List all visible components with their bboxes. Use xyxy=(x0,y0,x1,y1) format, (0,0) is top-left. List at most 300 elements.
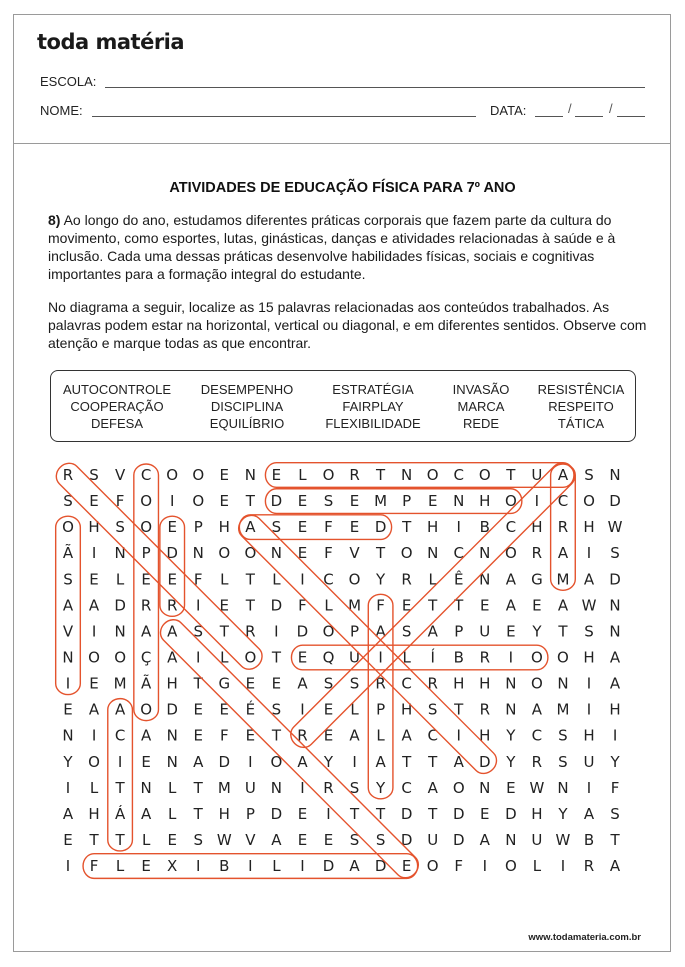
grid-letter[interactable]: C xyxy=(427,726,438,745)
grid-letter[interactable]: E xyxy=(297,492,308,511)
grid-letter[interactable]: F xyxy=(324,544,333,563)
grid-letter[interactable]: O xyxy=(530,674,543,693)
grid-letter[interactable]: H xyxy=(583,518,595,537)
grid-letter[interactable]: C xyxy=(323,570,334,589)
grid-letter[interactable]: I xyxy=(196,857,201,876)
grid-letter[interactable]: E xyxy=(63,700,73,719)
grid-letter[interactable]: A xyxy=(141,804,152,823)
grid-letter[interactable]: T xyxy=(558,622,568,641)
grid-letter[interactable]: E xyxy=(89,492,99,511)
grid-letter[interactable]: Ê xyxy=(454,570,464,589)
grid-letter[interactable]: Y xyxy=(323,752,334,771)
grid-letter[interactable]: W xyxy=(529,778,545,797)
grid-letter[interactable]: I xyxy=(586,544,592,563)
grid-letter[interactable]: E xyxy=(89,674,99,693)
grid-letter[interactable]: I xyxy=(274,622,279,641)
grid-letter[interactable]: N xyxy=(557,674,569,693)
grid-letter[interactable]: T xyxy=(349,804,360,823)
grid-letter[interactable]: U xyxy=(531,466,543,484)
grid-letter[interactable]: A xyxy=(297,674,308,693)
grid-letter[interactable]: N xyxy=(609,622,621,641)
grid-letter[interactable]: I xyxy=(326,804,331,823)
grid-letter[interactable]: S xyxy=(271,700,282,719)
grid-letter[interactable]: H xyxy=(166,674,178,693)
grid-letter[interactable]: D xyxy=(322,857,335,876)
grid-letter[interactable]: E xyxy=(480,804,490,823)
grid-letter[interactable]: S xyxy=(323,492,334,511)
grid-letter[interactable]: L xyxy=(298,466,307,484)
grid-letter[interactable]: A xyxy=(401,726,412,745)
grid-letter[interactable]: E xyxy=(480,596,490,615)
grid-letter[interactable]: E xyxy=(141,570,151,589)
grid-letter[interactable]: R xyxy=(479,648,491,667)
grid-letter[interactable]: D xyxy=(270,596,283,615)
grid-letter[interactable]: W xyxy=(607,518,623,537)
grid-letter[interactable]: B xyxy=(453,648,464,667)
grid-letter[interactable]: H xyxy=(479,674,491,693)
grid-letter[interactable]: N xyxy=(166,726,178,745)
grid-letter[interactable]: B xyxy=(479,518,490,537)
grid-letter[interactable]: E xyxy=(219,596,230,615)
grid-letter[interactable]: W xyxy=(555,830,571,849)
grid-letter[interactable]: E xyxy=(141,857,151,876)
grid-letter[interactable]: T xyxy=(245,492,255,511)
grid-letter[interactable]: E xyxy=(219,492,230,511)
grid-letter[interactable]: R xyxy=(427,674,438,693)
grid-letter[interactable]: S xyxy=(89,466,99,484)
grid-letter[interactable]: T xyxy=(193,778,203,797)
grid-letter[interactable]: O xyxy=(530,648,543,667)
grid-letter[interactable]: D xyxy=(270,492,283,511)
grid-letter[interactable]: A xyxy=(141,622,152,641)
grid-letter[interactable]: O xyxy=(140,492,153,511)
grid-letter[interactable]: P xyxy=(245,804,255,823)
grid-letter[interactable]: I xyxy=(456,726,461,745)
grid-letter[interactable]: N xyxy=(453,492,465,511)
grid-letter[interactable]: U xyxy=(531,830,543,849)
grid-letter[interactable]: A xyxy=(453,752,464,771)
grid-letter[interactable]: Y xyxy=(558,804,568,823)
grid-letter[interactable]: T xyxy=(271,648,281,667)
grid-letter[interactable]: M xyxy=(374,492,388,511)
grid-letter[interactable]: D xyxy=(296,622,309,641)
grid-letter[interactable]: C xyxy=(531,726,543,745)
grid-letter[interactable]: N xyxy=(505,674,517,693)
grid-letter[interactable]: N xyxy=(140,778,152,797)
grid-letter[interactable]: N xyxy=(557,778,569,797)
grid-letter[interactable]: I xyxy=(91,544,97,563)
grid-letter[interactable]: T xyxy=(219,622,229,641)
grid-letter[interactable]: T xyxy=(428,752,438,771)
grid-letter[interactable]: T xyxy=(115,778,125,797)
grid-letter[interactable]: O xyxy=(400,544,413,563)
grid-letter[interactable]: R xyxy=(531,544,543,563)
grid-letter[interactable]: Á xyxy=(114,804,126,823)
grid-letter[interactable]: S xyxy=(584,622,594,641)
grid-letter[interactable]: A xyxy=(557,466,569,484)
grid-letter[interactable]: A xyxy=(297,752,308,771)
grid-letter[interactable]: C xyxy=(453,544,464,563)
grid-letter[interactable]: H xyxy=(583,726,595,745)
grid-letter[interactable]: T xyxy=(245,570,255,589)
grid-letter[interactable]: F xyxy=(324,518,333,537)
grid-letter[interactable]: P xyxy=(454,622,464,641)
grid-letter[interactable]: A xyxy=(62,596,74,615)
grid-letter[interactable]: E xyxy=(167,518,177,537)
grid-letter[interactable]: U xyxy=(349,648,361,667)
grid-letter[interactable]: C xyxy=(557,492,569,511)
grid-letter[interactable]: O xyxy=(478,466,491,484)
grid-letter[interactable]: F xyxy=(193,570,203,589)
grid-letter[interactable]: I xyxy=(534,492,540,511)
grid-letter[interactable]: N xyxy=(505,700,517,719)
grid-letter[interactable]: A xyxy=(349,726,360,745)
grid-letter[interactable]: L xyxy=(324,596,333,615)
grid-letter[interactable]: D xyxy=(166,700,178,719)
grid-letter[interactable]: O xyxy=(192,492,205,511)
grid-letter[interactable]: P xyxy=(350,622,360,641)
grid-letter[interactable]: V xyxy=(349,544,360,563)
grid-letter[interactable]: E xyxy=(219,700,230,719)
grid-letter[interactable]: F xyxy=(219,726,229,745)
grid-letter[interactable]: O xyxy=(88,752,100,771)
grid-letter[interactable]: E xyxy=(297,544,308,563)
grid-letter[interactable]: H xyxy=(479,492,491,511)
grid-letter[interactable]: A xyxy=(427,622,438,641)
grid-letter[interactable]: E xyxy=(271,674,282,693)
grid-letter[interactable]: V xyxy=(114,466,126,484)
grid-letter[interactable]: A xyxy=(479,830,490,849)
grid-letter[interactable]: I xyxy=(300,778,305,797)
grid-letter[interactable]: E xyxy=(167,830,177,849)
grid-letter[interactable]: I xyxy=(248,857,253,876)
grid-letter[interactable]: A xyxy=(375,622,386,641)
grid-letter[interactable]: I xyxy=(117,752,123,771)
grid-letter[interactable]: S xyxy=(584,466,594,484)
grid-letter[interactable]: T xyxy=(402,752,412,771)
grid-letter[interactable]: E xyxy=(297,804,308,823)
grid-letter[interactable]: S xyxy=(349,674,360,693)
grid-letter[interactable]: V xyxy=(62,622,74,641)
grid-letter[interactable]: C xyxy=(401,778,412,797)
grid-letter[interactable]: I xyxy=(300,857,305,876)
grid-letter[interactable]: H xyxy=(531,518,543,537)
grid-letter[interactable]: I xyxy=(482,857,488,876)
grid-letter[interactable]: A xyxy=(193,752,204,771)
grid-letter[interactable]: L xyxy=(220,570,229,589)
grid-letter[interactable]: Y xyxy=(610,752,620,771)
grid-letter[interactable]: L xyxy=(168,804,177,823)
grid-letter[interactable]: A xyxy=(505,596,516,615)
grid-letter[interactable]: N xyxy=(62,726,74,745)
grid-letter[interactable]: S xyxy=(427,700,438,719)
grid-letter[interactable]: T xyxy=(245,596,255,615)
grid-letter[interactable]: O xyxy=(114,648,127,667)
grid-letter[interactable]: Y xyxy=(532,622,542,641)
grid-letter[interactable]: E xyxy=(245,726,256,745)
grid-letter[interactable]: N xyxy=(244,466,256,484)
grid-letter[interactable]: O xyxy=(504,857,517,876)
grid-letter[interactable]: A xyxy=(609,648,621,667)
grid-letter[interactable]: F xyxy=(298,596,307,615)
grid-letter[interactable]: O xyxy=(322,622,335,641)
footer-website[interactable]: www.todamateria.com.br xyxy=(528,932,641,943)
grid-letter[interactable]: N xyxy=(62,648,74,667)
grid-letter[interactable]: N xyxy=(166,752,178,771)
grid-letter[interactable]: O xyxy=(270,752,283,771)
grid-letter[interactable]: T xyxy=(454,596,464,615)
grid-letter[interactable]: Q xyxy=(322,648,335,667)
grid-letter[interactable]: N xyxy=(479,778,491,797)
grid-letter[interactable]: L xyxy=(220,648,229,667)
grid-letter[interactable]: D xyxy=(505,804,517,823)
grid-letter[interactable]: T xyxy=(428,596,438,615)
grid-letter[interactable]: N xyxy=(609,466,621,484)
grid-letter[interactable]: E xyxy=(323,726,334,745)
grid-letter[interactable]: O xyxy=(88,648,100,667)
grid-letter[interactable]: A xyxy=(427,778,438,797)
grid-letter[interactable]: N xyxy=(479,544,491,563)
grid-letter[interactable]: N xyxy=(505,830,517,849)
grid-letter[interactable]: A xyxy=(245,518,256,537)
grid-letter[interactable]: E xyxy=(349,518,360,537)
grid-letter[interactable]: I xyxy=(300,570,305,589)
grid-letter[interactable]: D xyxy=(400,804,413,823)
grid-letter[interactable]: Y xyxy=(63,752,73,771)
grid-letter[interactable]: A xyxy=(609,674,621,693)
grid-letter[interactable]: G xyxy=(218,674,231,693)
grid-letter[interactable]: Ã xyxy=(62,544,74,563)
grid-letter[interactable]: H xyxy=(609,700,621,719)
grid-letter[interactable]: É xyxy=(245,700,256,719)
grid-letter[interactable]: E xyxy=(63,830,73,849)
grid-letter[interactable]: L xyxy=(168,778,177,797)
grid-letter[interactable]: U xyxy=(427,830,439,849)
grid-letter[interactable]: L xyxy=(89,778,99,797)
grid-letter[interactable]: T xyxy=(193,804,203,823)
grid-letter[interactable]: S xyxy=(63,570,73,589)
grid-letter[interactable]: D xyxy=(609,492,621,511)
grid-letter[interactable]: B xyxy=(219,857,230,876)
grid-letter[interactable]: D xyxy=(452,830,465,849)
grid-letter[interactable]: I xyxy=(612,726,618,745)
grid-letter[interactable]: M xyxy=(113,674,127,693)
grid-letter[interactable]: T xyxy=(271,726,281,745)
grid-letter[interactable]: A xyxy=(62,804,74,823)
grid-letter[interactable]: A xyxy=(375,752,386,771)
grid-letter[interactable]: T xyxy=(454,700,464,719)
grid-letter[interactable]: L xyxy=(141,830,151,849)
grid-letter[interactable]: T xyxy=(506,466,516,484)
grid-letter[interactable]: I xyxy=(586,674,592,693)
grid-letter[interactable]: S xyxy=(349,778,360,797)
grid-letter[interactable]: A xyxy=(167,622,178,641)
grid-letter[interactable]: H xyxy=(218,518,230,537)
grid-letter[interactable]: A xyxy=(271,830,282,849)
grid-letter[interactable]: E xyxy=(506,778,516,797)
grid-letter[interactable]: S xyxy=(610,804,620,823)
grid-letter[interactable]: Ç xyxy=(140,648,152,667)
grid-letter[interactable]: I xyxy=(65,674,71,693)
grid-letter[interactable]: E xyxy=(297,830,308,849)
grid-letter[interactable]: D xyxy=(400,830,413,849)
grid-letter[interactable]: E xyxy=(532,596,542,615)
grid-letter[interactable]: E xyxy=(297,518,308,537)
grid-letter[interactable]: R xyxy=(531,752,543,771)
grid-letter[interactable]: R xyxy=(349,466,360,484)
grid-letter[interactable]: N xyxy=(114,544,126,563)
grid-letter[interactable]: T xyxy=(115,830,125,849)
grid-letter[interactable]: H xyxy=(453,674,465,693)
grid-letter[interactable]: S xyxy=(610,544,620,563)
grid-letter[interactable]: S xyxy=(193,830,204,849)
grid-letter[interactable]: S xyxy=(193,622,204,641)
grid-letter[interactable]: G xyxy=(531,570,543,589)
grid-letter[interactable]: N xyxy=(192,544,204,563)
grid-letter[interactable]: I xyxy=(169,492,175,511)
grid-letter[interactable]: P xyxy=(193,518,203,537)
grid-letter[interactable]: F xyxy=(610,778,620,797)
grid-letter[interactable]: D xyxy=(374,518,387,537)
grid-letter[interactable]: C xyxy=(140,466,152,484)
grid-letter[interactable]: L xyxy=(350,700,359,719)
grid-letter[interactable]: R xyxy=(401,570,412,589)
grid-letter[interactable]: A xyxy=(114,700,126,719)
grid-letter[interactable]: B xyxy=(583,830,595,849)
grid-letter[interactable]: O xyxy=(244,648,257,667)
grid-letter[interactable]: Ã xyxy=(141,674,152,693)
grid-letter[interactable]: O xyxy=(452,778,465,797)
grid-letter[interactable]: L xyxy=(115,570,125,589)
grid-letter[interactable]: Y xyxy=(376,570,386,589)
grid-letter[interactable]: H xyxy=(531,804,543,823)
grid-letter[interactable]: O xyxy=(62,518,74,537)
grid-letter[interactable]: E xyxy=(193,700,203,719)
grid-letter[interactable]: X xyxy=(167,857,178,876)
grid-letter[interactable]: W xyxy=(216,830,232,849)
grid-letter[interactable]: S xyxy=(63,492,73,511)
grid-letter[interactable]: E xyxy=(167,570,177,589)
grid-letter[interactable]: A xyxy=(557,544,569,563)
grid-letter[interactable]: S xyxy=(558,726,568,745)
grid-letter[interactable]: N xyxy=(609,596,621,615)
grid-letter[interactable]: I xyxy=(196,596,201,615)
grid-letter[interactable]: C xyxy=(505,518,517,537)
grid-letter[interactable]: A xyxy=(557,596,569,615)
grid-letter[interactable]: T xyxy=(193,674,203,693)
grid-letter[interactable]: L xyxy=(115,857,125,876)
grid-letter[interactable]: O xyxy=(583,492,595,511)
grid-letter[interactable]: I xyxy=(91,726,97,745)
grid-letter[interactable]: S xyxy=(271,518,282,537)
grid-letter[interactable]: M xyxy=(217,778,231,797)
grid-letter[interactable]: I xyxy=(196,648,201,667)
grid-letter[interactable]: O xyxy=(218,544,231,563)
grid-letter[interactable]: A xyxy=(88,596,100,615)
grid-letter[interactable]: I xyxy=(352,752,357,771)
grid-letter[interactable]: I xyxy=(65,778,71,797)
grid-letter[interactable]: H xyxy=(88,804,100,823)
grid-letter[interactable]: E xyxy=(219,466,230,484)
grid-letter[interactable]: O xyxy=(166,466,179,484)
grid-letter[interactable]: R xyxy=(557,518,569,537)
grid-letter[interactable]: D xyxy=(114,596,126,615)
grid-letter[interactable]: N xyxy=(427,544,439,563)
grid-letter[interactable]: D xyxy=(270,804,283,823)
grid-letter[interactable]: A xyxy=(531,700,543,719)
grid-letter[interactable]: O xyxy=(504,544,517,563)
grid-letter[interactable]: A xyxy=(583,804,595,823)
grid-letter[interactable]: I xyxy=(91,622,97,641)
grid-letter[interactable]: F xyxy=(376,596,385,615)
grid-letter[interactable]: O xyxy=(244,544,257,563)
grid-letter[interactable]: L xyxy=(402,648,411,667)
grid-letter[interactable]: E xyxy=(506,622,516,641)
grid-letter[interactable]: R xyxy=(479,700,491,719)
grid-letter[interactable]: D xyxy=(479,752,491,771)
grid-letter[interactable]: E xyxy=(323,830,334,849)
grid-letter[interactable]: C xyxy=(401,674,412,693)
grid-letter[interactable]: R xyxy=(583,857,595,876)
grid-letter[interactable]: A xyxy=(349,857,360,876)
grid-letter[interactable]: S xyxy=(115,518,125,537)
grid-letter[interactable]: T xyxy=(376,804,386,823)
grid-letter[interactable]: H xyxy=(88,518,100,537)
grid-letter[interactable]: O xyxy=(348,570,361,589)
grid-letter[interactable]: T xyxy=(376,466,386,484)
grid-letter[interactable]: R xyxy=(245,622,256,641)
grid-letter[interactable]: H xyxy=(401,700,413,719)
grid-letter[interactable]: T xyxy=(402,518,412,537)
grid-letter[interactable]: A xyxy=(505,570,516,589)
grid-letter[interactable]: P xyxy=(141,544,151,563)
grid-letter[interactable]: W xyxy=(581,596,597,615)
grid-letter[interactable]: T xyxy=(610,830,620,849)
grid-letter[interactable]: O xyxy=(192,466,205,484)
grid-letter[interactable]: U xyxy=(479,622,491,641)
grid-letter[interactable]: D xyxy=(452,804,465,823)
grid-letter[interactable]: Y xyxy=(376,778,386,797)
grid-letter[interactable]: H xyxy=(218,804,230,823)
grid-letter[interactable]: I xyxy=(456,518,461,537)
grid-letter[interactable]: T xyxy=(428,804,438,823)
grid-letter[interactable]: L xyxy=(376,726,385,745)
grid-letter[interactable]: M xyxy=(556,570,570,589)
grid-letter[interactable]: C xyxy=(453,466,464,484)
grid-letter[interactable]: D xyxy=(374,857,387,876)
grid-letter[interactable]: A xyxy=(141,726,152,745)
grid-letter[interactable]: Í xyxy=(430,648,435,667)
grid-letter[interactable]: I xyxy=(586,700,592,719)
grid-letter[interactable]: A xyxy=(583,570,595,589)
grid-letter[interactable]: R xyxy=(375,674,386,693)
grid-letter[interactable]: R xyxy=(297,726,308,745)
grid-letter[interactable]: F xyxy=(115,492,125,511)
grid-letter[interactable]: U xyxy=(244,778,256,797)
grid-letter[interactable]: I xyxy=(378,648,383,667)
grid-letter[interactable]: P xyxy=(376,700,386,719)
grid-letter[interactable]: N xyxy=(401,466,413,484)
grid-letter[interactable]: P xyxy=(402,492,412,511)
grid-letter[interactable]: Y xyxy=(506,752,516,771)
grid-letter[interactable]: R xyxy=(323,778,334,797)
grid-letter[interactable]: L xyxy=(272,570,281,589)
grid-letter[interactable]: N xyxy=(270,544,283,563)
grid-letter[interactable]: E xyxy=(193,726,203,745)
grid-letter[interactable]: U xyxy=(583,752,595,771)
grid-letter[interactable]: E xyxy=(349,492,360,511)
grid-letter[interactable]: F xyxy=(454,857,464,876)
